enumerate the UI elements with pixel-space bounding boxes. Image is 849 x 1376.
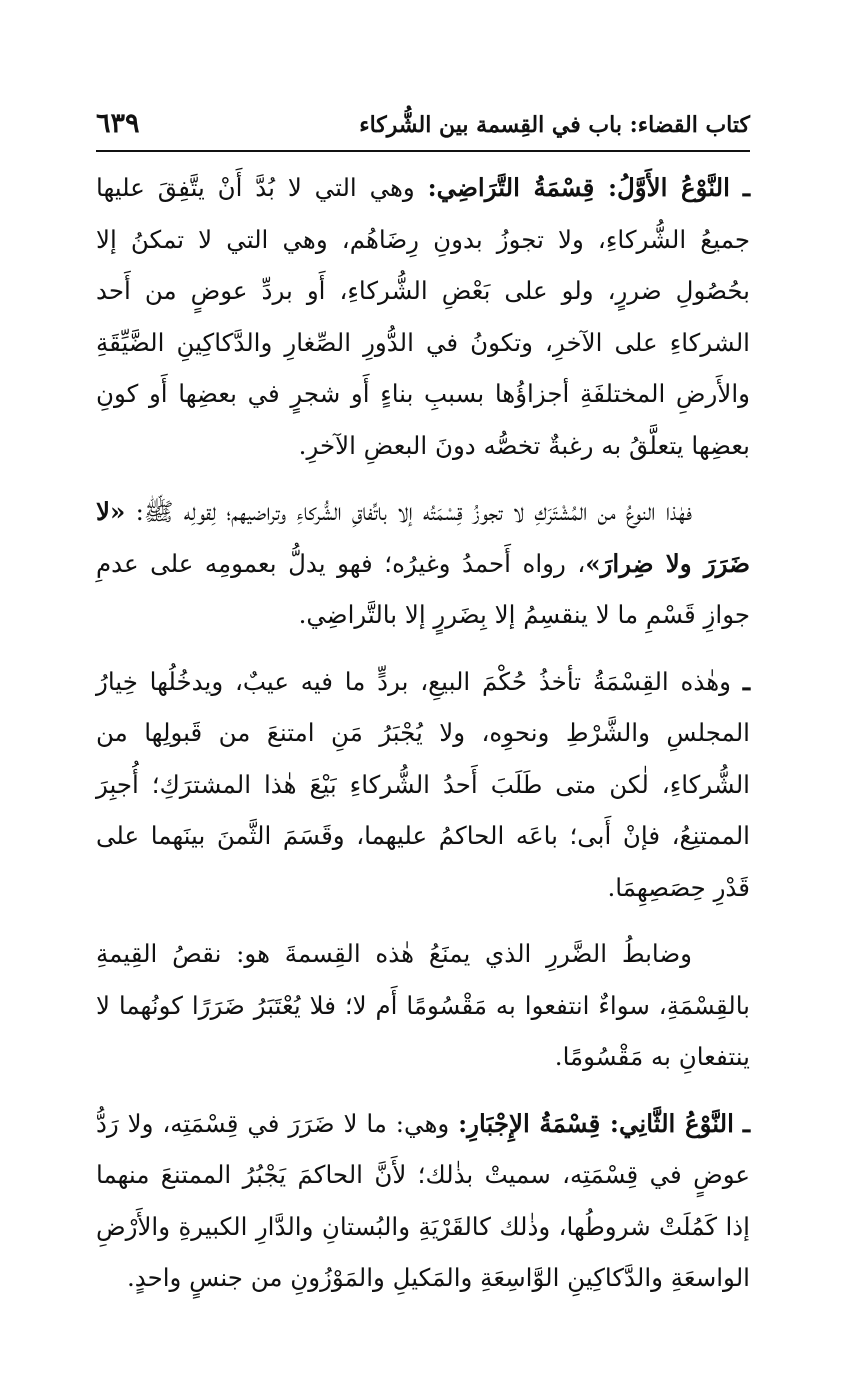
paragraph-text: وضابطُ الضَّررِ الذي يمنَعُ هٰذه القِسمةَ هو: نقصُ القِيمةِ بالقِسْمَةِ، سواءٌ انتفعوا به مَقْسُومًا أَم لا؛ فلا يُعْتَبَرُ ضَرَرًا كونُهما لا ينتفعانِ به مَقْسُومًا.	[96, 939, 750, 1071]
body-text	[96, 162, 750, 1304]
section-term: النَّوْعُ الثَّانِي: قِسْمَةُ الإِجْبَارِ:	[458, 1108, 734, 1138]
paragraph-sale-ruling	[96, 656, 750, 914]
dash-marker: ـ	[742, 1108, 751, 1138]
paragraph-text-before-quote: فهٰذا النوعُ من المُشْتَرَكِ لا تجوزُ قِسْمَتُه إلا باتِّفاقِ الشُّركاءِ وتراضيهم؛ لِقولِه ﷺ:	[125, 497, 692, 526]
paragraph-text: وهي: ما لا ضَرَرَ في قِسْمَتِه، ولا رَدُّ عوضٍ في قِسْمَتِه، سميتْ بذٰلك؛ لأَنَّ الحاكمَ يَجْبُرُ الممتنعَ منهما إذا كَمُلَتْ شروطُها، وذٰلك كالقَرْيَةِ والبُستانِ والدَّارِ الكبيرةِ والأَرْضِ الواسعَةِ والدَّكاكِينِ الوَّاسِعَةِ والمَكيلِ والمَوْزُونِ من جنسٍ واحدٍ.	[96, 1108, 750, 1292]
paragraph-text-after-quote: ، رواه أَحمدُ وغيرُه؛ فهو يدلُّ بعمومِه على عدمِ جوازِ قَسْمِ ما لا ينقسِمُ إلا بِضَررٍ إلا بالتَّراضِي.	[96, 548, 750, 629]
page-header	[96, 104, 750, 148]
header-rule	[96, 150, 750, 152]
paragraph-first-type	[96, 162, 750, 471]
paragraph-harm-criterion	[96, 928, 750, 1083]
running-title: كتاب القضاء: باب في القِسمة بين الشُّركاء	[359, 112, 750, 138]
dash-marker: ـ	[742, 666, 750, 696]
page-number: ٦٣٩	[96, 108, 140, 139]
paragraph-hadith	[96, 486, 750, 641]
paragraph-text: وهي التي لا بُدَّ أَنْ يتَّفِقَ عليها جميعُ الشُّركاءِ، ولا تجوزُ بدونِ رِضَاهُم، وهي التي لا تمكنُ إلا بحُصُولِ ضررٍ، ولو على بَعْضِ الشُّركاءِ، أَو بردِّ عوضٍ من أَحد الشركاءِ على الآخرِ، وتكونُ في الدُّورِ الصِّغارِ والدَّكاكِينِ الضَّيِّقَةِ والأَرضِ المختلفَةِ أجزاؤُها بسببِ بناءٍ أَو شجرٍ في بعضِها أَو كونِ بعضِها يتعلَّقُ به رغبةٌ تخصُّه دونَ البعضِ الآخرِ.	[96, 173, 750, 460]
paragraph-second-type	[96, 1098, 750, 1304]
section-term: النَّوْعُ الأَوَّلُ: قِسْمَةُ التَّرَاضِي:	[427, 173, 730, 202]
dash-marker: ـ	[742, 173, 750, 202]
hadith-quote: «لا ضَرَرَ ولا ضِرارَ»	[96, 497, 750, 578]
paragraph-text: وهٰذه القِسْمَةُ تأخذُ حُكْمَ البيعِ، بردٍّ ما فيه عيبٌ، ويدخُلُها خِيارُ المجلسِ والشَّرْطِ ونحوِه، ولا يُجْبَرُ مَنِ امتنعَ من قَبولِها من الشُّركاءِ، لٰكن متى طَلَبَ أَحدُ الشُّركاءِ بَيْعَ هٰذا المشترَكِ؛ أُجبِرَ الممتنِعُ، فإنْ أَبى؛ باعَه الحاكمُ عليهما، وقَسَمَ الثَّمنَ بينَهما على قَدْرِ حِصَصِهِمَا.	[96, 666, 750, 902]
